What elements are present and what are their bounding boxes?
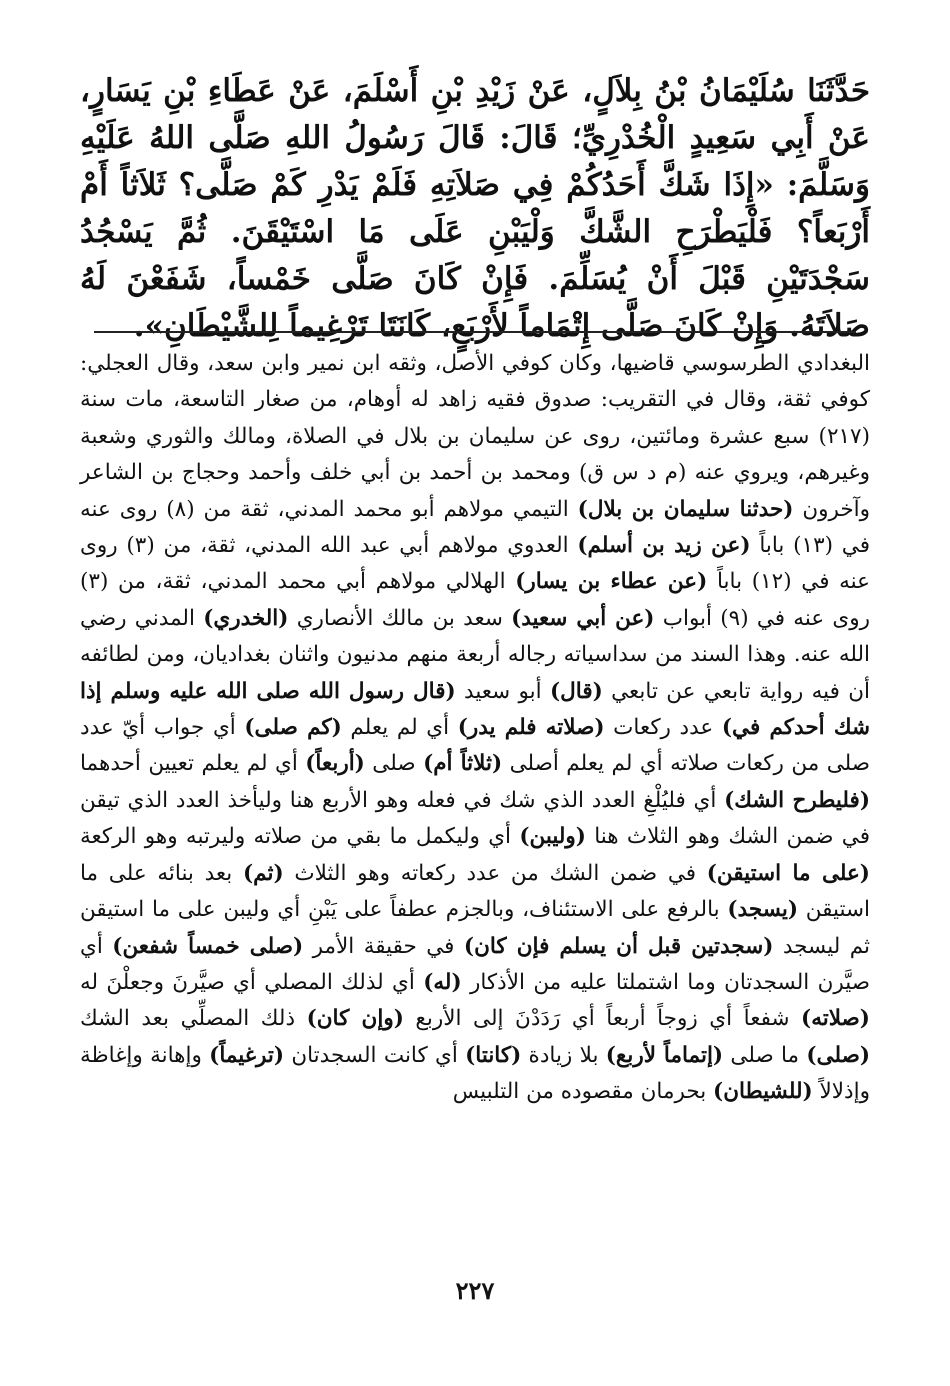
commentary-segment: صلى xyxy=(364,751,424,777)
commentary-segment: أي وليكمل ما بقي من صلاته وليرتبه وهو الركعة xyxy=(80,824,520,850)
commentary-segment: بالرفع على الاستئناف، وبالجزم عطفاً على يَبْنِ أي وليبن على ما استيقن ثم ليسجد xyxy=(80,897,870,959)
commentary-segment: ما صلى xyxy=(723,1042,807,1068)
commentary-bold-segment: (للشيطان) xyxy=(713,1079,813,1105)
commentary-segment: سعد بن مالك الأنصاري xyxy=(288,605,512,631)
commentary-segment: بلا زيادة xyxy=(521,1042,606,1068)
commentary-bold-segment: (على ما استيقن) xyxy=(706,860,870,886)
commentary-bold-segment: (أربعاً) xyxy=(305,751,365,777)
commentary-bold-segment: (عن عطاء بن يسار) xyxy=(515,569,708,595)
commentary-segment: ذلك المصلِّي بعد الشك xyxy=(80,1006,307,1032)
commentary-segment: أي كانت السجدتان xyxy=(284,1042,466,1068)
commentary-segment: في ضمن الشك من عدد ركعاته وهو الثلاث xyxy=(283,860,707,886)
commentary-bold-segment: (صلاته فلم يدر) xyxy=(457,715,605,741)
commentary-segment: التيمي مولاهم أبو محمد المدني، ثقة من (٨) روى عنه في (١٣) باباً xyxy=(80,496,870,559)
hadith-text: حَدَّثَنَا سُلَيْمَانُ بْنُ بِلاَلٍ، عَنْ زَيْدِ بْنِ أَسْلَمَ، عَنْ عَطَاءِ بْنِ يَسَارٍ، عَنْ أَبِي سَعِيدٍ الْخُدْرِيِّ؛ قَالَ: قَالَ رَسُولُ اللهِ صَلَّى اللهُ عَلَيْهِ وَسَلَّمَ: «إِذَا شَكَّ أَحَدُكُمْ فِي صَلاَتِهِ فَلَمْ يَدْرِ كَمْ صَلَّى؟ ثَلاَثاً أَمْ أَرْبَعاً؟ فَلْيَطْرَحِ الشَّكَّ وَلْيَبْنِ عَلَى مَا اسْتَيْقَنَ. ثُمَّ يَسْجُدُ سَجْدَتَيْنِ قَبْلَ أَنْ يُسَلِّمَ. فَإِنْ كَانَ صَلَّى خَمْساً، شَفَعْنَ لَهُ صَلاَتَهُ. وَإِنْ كَانَ صَلَّى إِتْمَاماً لأَرْبَعٍ، كَانَتَا تَرْغِيماً لِلشَّيْطَانِ». xyxy=(80,73,870,344)
commentary-segment: أي صيَّرن السجدتان وما اشتملتا عليه من الأذكار xyxy=(80,933,871,995)
commentary-segment: أي لم يعلم xyxy=(341,715,458,741)
commentary-segment: الهلالي مولاهم أبي محمد المدني، ثقة، من (٣) روى عنه في (٩) أبواب xyxy=(80,569,870,631)
commentary-bold-segment: (له) xyxy=(423,969,462,995)
commentary-bold-segment: (حدثنا سليمان بن بلال) xyxy=(577,496,794,522)
commentary-bold-segment: (قال رسول الله صلى الله عليه وسلم إذا شك أحدكم في) xyxy=(80,678,870,741)
commentary-bold-segment: (وإن كان) xyxy=(306,1006,404,1032)
commentary-segment: وإهانة وإغاظة وإذلالاً xyxy=(80,1042,870,1105)
commentary-segment: أي جواب أيّ عدد صلى من ركعات صلاته أي لم يعلم أصلى xyxy=(80,715,870,777)
commentary-segment: أي لم يعلم تعيين أحدهما xyxy=(80,751,306,777)
commentary-bold-segment: (كم صلى) xyxy=(244,715,342,741)
commentary-segment: المدني رضي الله عنه. وهذا السند من سداسياته رجاله أربعة منهم مدنيون واثنان بغداديان، ومن لطائفه أن فيه رواية تابعي عن تابعي xyxy=(80,605,870,704)
commentary-bold-segment: (سجدتين قبل أن يسلم فإن كان) xyxy=(463,933,774,959)
commentary-bold-segment: (فليطرح الشك) xyxy=(724,787,870,813)
commentary-segment: في حقيقة الأمر xyxy=(303,933,464,959)
commentary-segment: شفعاً أي زوجاً أربعاً أي رَدَدْنَ إلى الأربع xyxy=(403,1006,802,1032)
commentary-segment: العدوي مولاهم أبي عبد الله المدني، ثقة، من (٣) روى عنه في (١٢) باباً xyxy=(80,533,870,595)
commentary-bold-segment: (ثم) xyxy=(243,860,284,886)
commentary-segment: بعد بنائه على ما استيقن xyxy=(80,860,871,923)
commentary-bold-segment: (وليبن) xyxy=(519,824,586,850)
commentary-text xyxy=(80,346,870,1111)
footnote-separator xyxy=(94,331,856,333)
commentary-bold-segment: (عن زيد بن أسلم) xyxy=(577,533,751,559)
commentary-bold-segment: (ثلاثاً أم) xyxy=(423,751,503,777)
page-number: ٢٢٧ xyxy=(455,1276,495,1305)
commentary-segment: أي لذلك المصلي أي صيَّرنَ وجعلْنَ له xyxy=(80,969,424,995)
commentary-segment: عدد ركعات xyxy=(604,715,722,741)
commentary-segment: أي فليُلْغِ العدد الذي شك في فعله وهو الأربع هنا وليأخذ العدد الذي تيقن في ضمن الشك وهو الثلاث هنا xyxy=(80,787,870,850)
commentary-segment: أبو سعيد xyxy=(455,678,550,704)
commentary-bold-segment: (يسجد) xyxy=(727,897,799,923)
commentary-bold-segment: (عن أبي سعيد) xyxy=(511,605,655,631)
commentary-bold-segment: (ترغيماً) xyxy=(209,1042,285,1068)
commentary-segment: البغدادي الطرسوسي قاضيها، وكان كوفي الأصل، وثقه ابن نمير وابن سعد، وقال العجلي: كوفي ثقة، وقال في التقريب: صدوق فقيه زاهد له أوهام، من صغار التاسعة، مات سنة (٢١٧) سبع عشرة ومائتين، روى عن سليمان بن بلال في الصلاة، ومالك والثوري وشعبة وغيرهم، ويروي عنه (م د س ق) ومحمد بن أحمد بن أبي خلف وأحمد وحجاج بن الشاعر وآخرون xyxy=(80,351,870,522)
commentary-bold-segment: (كانتا) xyxy=(465,1042,522,1068)
commentary-segment: بحرمان مقصوده من التلبيس xyxy=(452,1079,714,1105)
commentary-bold-segment: (الخدري) xyxy=(203,605,289,631)
commentary-bold-segment: (صلى خمساً شفعن) xyxy=(112,933,304,959)
commentary-bold-segment: (صلاته) xyxy=(801,1006,870,1032)
commentary-bold-segment: (صلى) xyxy=(806,1042,870,1068)
commentary-bold-segment: (إتماماً لأربع) xyxy=(605,1042,724,1068)
commentary-bold-segment: (قال) xyxy=(549,678,603,704)
